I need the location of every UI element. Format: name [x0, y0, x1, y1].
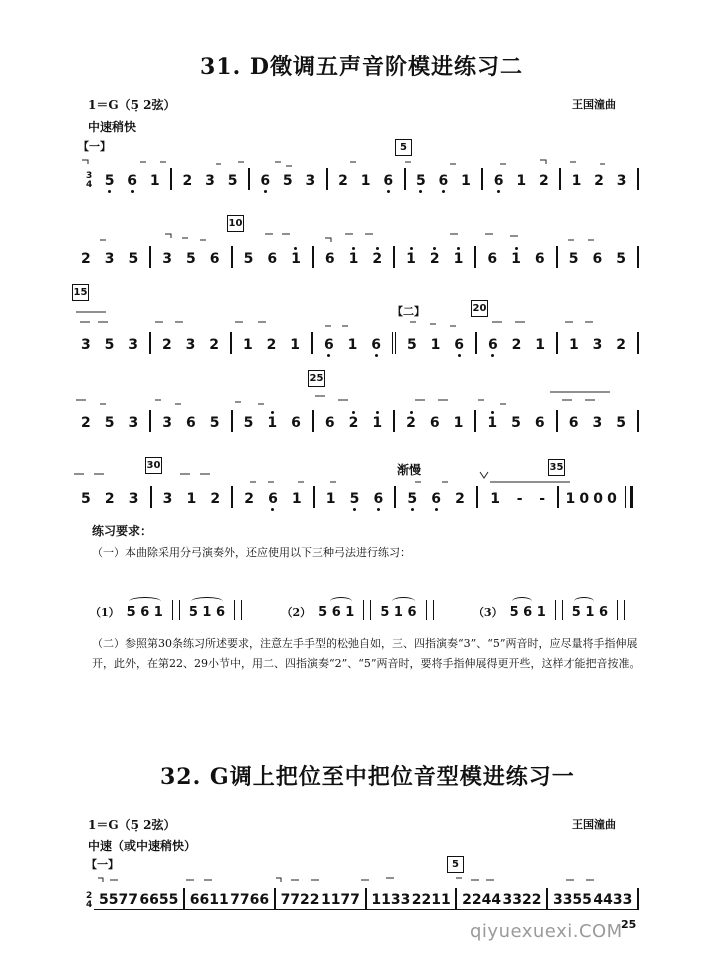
note: 3	[305, 173, 316, 189]
bowing-notes-b	[189, 605, 225, 620]
note: 5	[104, 415, 115, 431]
note: 3	[162, 491, 173, 507]
note: 3	[616, 173, 627, 189]
note-group: 5577	[98, 892, 138, 908]
bowing-notes-text: 5 6 1	[509, 605, 546, 620]
note: 6	[383, 173, 394, 189]
note-group: 7722	[280, 892, 320, 908]
measure	[476, 410, 557, 432]
note: 0	[579, 491, 590, 507]
note: 2	[244, 491, 254, 507]
note: 6	[592, 251, 603, 267]
note: 6	[127, 173, 138, 189]
note: 3	[162, 251, 173, 267]
slur	[330, 597, 352, 606]
key-signature: 1＝G（5̣ 2弦）	[88, 98, 176, 112]
note: 1	[267, 415, 278, 431]
note: 3	[128, 491, 139, 507]
measure	[477, 332, 558, 354]
note: 1	[186, 491, 197, 507]
note-group: 6611	[189, 892, 229, 908]
measure	[328, 168, 406, 190]
note: 6	[186, 415, 196, 431]
bowing-example-3	[473, 600, 630, 620]
note: 1	[325, 491, 336, 507]
bowing-label: （3）	[472, 606, 503, 619]
note-group: 2244	[462, 892, 502, 908]
note: 2	[81, 415, 91, 431]
repeat-barline	[234, 600, 242, 620]
bar-number-25: 25	[308, 370, 325, 387]
measure	[70, 332, 151, 354]
slur	[129, 597, 161, 606]
measure	[70, 486, 152, 508]
bowing-notes-b	[572, 605, 608, 620]
measure	[313, 332, 396, 354]
measure	[367, 888, 458, 910]
staff-row-2	[70, 246, 639, 268]
note: 3	[162, 415, 173, 431]
section-one-marker: 【一】	[78, 140, 111, 153]
measure	[483, 168, 561, 190]
note: 6	[568, 415, 579, 431]
note-group: 3322	[502, 892, 542, 908]
requirement-item-2: （二）参照第30条练习所述要求，注意左手手型的松弛自如，三、四指演奏“3”、“5”两音时，应尽量将手指伸展开，此外，在第22、29小节中，用二、四指演奏“2”、“5”两音时，要将手指伸展得更开些，这样才能把音按准。	[92, 637, 641, 670]
slur	[191, 597, 223, 606]
measure	[250, 168, 328, 190]
measure	[152, 486, 234, 508]
note: 1	[516, 173, 527, 189]
note: 6	[324, 415, 335, 431]
bar-number-20: 20	[471, 300, 488, 317]
bowing-notes-text: 5 1 6	[571, 605, 608, 620]
measure	[396, 332, 477, 354]
note: 3	[104, 251, 115, 267]
repeat-barline	[363, 600, 371, 620]
fingering-marks-ex32	[86, 866, 646, 888]
note: 1	[511, 251, 521, 267]
measure	[395, 246, 476, 268]
requirements-heading: 练习要求：	[92, 524, 153, 538]
note: 5	[406, 337, 417, 353]
note: 1	[453, 251, 464, 267]
measure	[151, 332, 232, 354]
bar-number-5: 5	[395, 139, 412, 156]
note: 2	[406, 415, 416, 431]
composer: 王国潼曲	[572, 98, 616, 111]
bowing-notes-b	[380, 605, 416, 620]
note: 5	[511, 415, 521, 431]
repeat-barline	[555, 600, 563, 620]
section-one-marker-2: 【一】	[86, 858, 119, 871]
bowing-notes-text: 5 6 1	[318, 605, 355, 620]
measure	[70, 246, 151, 268]
section-two-marker: 【二】	[392, 305, 425, 318]
slur	[392, 597, 414, 606]
measure	[185, 888, 276, 910]
note: 2	[511, 337, 522, 353]
note: 3	[128, 337, 139, 353]
note: 6	[371, 337, 382, 353]
tempo-change: 渐慢	[397, 463, 422, 477]
note: 2	[338, 173, 348, 189]
note: 2	[348, 415, 359, 431]
note: 1	[490, 491, 500, 507]
note: 1	[347, 337, 358, 353]
note: -	[539, 491, 546, 507]
note: 5	[104, 337, 115, 353]
note: 6	[260, 173, 271, 189]
measure	[151, 246, 232, 268]
note: 6	[431, 491, 441, 507]
measure	[314, 246, 395, 268]
note-group: 3355	[552, 892, 592, 908]
slur	[512, 597, 532, 606]
bar-number-30: 30	[145, 457, 162, 474]
note: 6	[429, 415, 440, 431]
measure	[233, 486, 315, 508]
note: 2	[210, 491, 221, 507]
note: 1	[487, 415, 498, 431]
measure	[233, 246, 314, 268]
note: 1	[568, 337, 579, 353]
key-signature-2: 1＝G（5̣ 2弦）	[88, 818, 176, 832]
note: 2	[616, 337, 627, 353]
measure	[94, 168, 172, 190]
time-signature-top: 2	[86, 891, 93, 901]
time-signature-top: 3	[86, 171, 93, 181]
note: 1	[291, 251, 301, 267]
exercise-32-title: 32. G调上把位至中把位音型模进练习一	[160, 764, 575, 790]
bowing-notes-a	[127, 605, 163, 620]
measure	[558, 332, 639, 354]
note: 1	[149, 173, 160, 189]
note-group: 1133	[371, 892, 411, 908]
measure	[172, 168, 250, 190]
repeat-barline	[426, 600, 434, 620]
note: 1	[348, 251, 359, 267]
note: 6	[487, 337, 498, 353]
note: 6	[454, 337, 465, 353]
note: 6	[487, 251, 498, 267]
repeat-barline	[172, 600, 180, 620]
requirement-item-1: （一）本曲除采用分弓演奏外，还应使用以下三种弓法进行练习：	[92, 546, 411, 559]
tempo-marking-2: 中速（或中速稍快）	[88, 839, 197, 853]
bowing-label: （1）	[90, 606, 120, 619]
bowing-notes-a	[510, 605, 546, 620]
time-signature-bottom: 4	[86, 900, 93, 910]
note: 2	[594, 173, 604, 189]
note: 2	[104, 491, 115, 507]
bowing-examples	[90, 592, 630, 620]
staff-row-3	[70, 332, 639, 354]
note: 5	[243, 415, 254, 431]
note: 5	[282, 173, 293, 189]
note: 6	[534, 415, 545, 431]
note: 2	[538, 173, 549, 189]
bar-number-10: 10	[227, 215, 244, 232]
composer-2: 王国潼曲	[572, 818, 616, 831]
note: 6	[324, 251, 335, 267]
note-group: 2211	[411, 892, 451, 908]
note: 2	[266, 337, 277, 353]
note: 2	[372, 251, 383, 267]
exercise-31-title: 31. D徵调五声音阶模进练习二	[200, 54, 524, 80]
note: 2	[182, 173, 193, 189]
note: 1	[372, 415, 383, 431]
measure	[276, 888, 367, 910]
note: 1	[291, 491, 302, 507]
time-signature-ex32	[86, 892, 92, 910]
note: 6	[209, 251, 220, 267]
time-signature-bottom: 4	[86, 180, 93, 190]
note: 1	[565, 491, 576, 507]
note: 5	[349, 491, 360, 507]
note: 1	[360, 173, 371, 189]
note: 1	[430, 337, 441, 353]
note: 5	[616, 415, 626, 431]
measure	[548, 888, 639, 910]
note: 2	[161, 337, 172, 353]
bowing-label: （2）	[281, 606, 312, 619]
note: 6	[323, 337, 334, 353]
note: 3	[128, 415, 139, 431]
note: 6	[268, 491, 278, 507]
note: 3	[80, 337, 91, 353]
staff-row-4	[70, 410, 639, 432]
bowing-notes-text: 5 1 6	[380, 605, 417, 620]
note: 5	[209, 415, 220, 431]
measure	[94, 888, 185, 910]
note: 5	[104, 173, 115, 189]
bowing-example-2	[281, 600, 438, 620]
staff-row-1	[86, 168, 639, 190]
note: 1	[242, 337, 253, 353]
note: 5	[243, 251, 254, 267]
note: 5	[616, 251, 626, 267]
measure	[478, 486, 560, 508]
note: 2	[81, 251, 91, 267]
note: 5	[128, 251, 139, 267]
measure	[396, 486, 478, 508]
note: 6	[493, 173, 504, 189]
note: 1	[453, 415, 464, 431]
note-group: 4433	[593, 892, 633, 908]
note: 1	[290, 337, 301, 353]
bar-number-35: 35	[548, 459, 565, 476]
note: 5	[407, 491, 418, 507]
note: 3	[592, 415, 603, 431]
note-group: 6655	[139, 892, 179, 908]
measure	[315, 486, 397, 508]
note: 6	[438, 173, 449, 189]
measure	[558, 410, 639, 432]
note: 3	[205, 173, 215, 189]
note: 3	[592, 337, 603, 353]
note: 0	[593, 491, 603, 507]
measure	[151, 410, 232, 432]
bowing-notes-text: 5 6 1	[126, 605, 163, 620]
time-signature	[86, 172, 92, 190]
note-group: 1177	[320, 892, 360, 908]
measure	[476, 246, 557, 268]
measure	[395, 410, 476, 432]
staff-row-ex32	[86, 888, 639, 910]
note: 3	[185, 337, 196, 353]
note: 5	[568, 251, 579, 267]
note-group: 7766	[230, 892, 270, 908]
staff-row-5	[70, 486, 639, 508]
measure	[457, 888, 548, 910]
site-watermark: qiyuexuexi.COM	[470, 921, 623, 942]
repeat-barline	[617, 600, 625, 620]
note: 1	[535, 337, 546, 353]
slur	[574, 597, 594, 606]
measure	[406, 168, 484, 190]
note: 0	[607, 491, 617, 507]
note: 5	[415, 173, 426, 189]
bowing-notes-text: 5 1 6	[188, 605, 226, 620]
note: 6	[267, 251, 278, 267]
page-number: 25	[621, 918, 637, 931]
note: 2	[429, 251, 440, 267]
note: 2	[455, 491, 465, 507]
bowing-notes-a	[318, 605, 354, 620]
note: 1	[461, 173, 471, 189]
measure	[70, 410, 151, 432]
bar-number-15: 15	[72, 284, 89, 301]
measure	[232, 332, 313, 354]
measure	[314, 410, 395, 432]
tempo-marking: 中速稍快	[88, 120, 137, 134]
note: 5	[186, 251, 196, 267]
note: 6	[373, 491, 384, 507]
note: 6	[291, 415, 301, 431]
measure	[561, 168, 639, 190]
note: 2	[209, 337, 220, 353]
measure	[558, 246, 639, 268]
note: 1	[571, 173, 582, 189]
bar-number-5-ex32: 5	[447, 856, 464, 873]
measure	[233, 410, 314, 432]
note: 6	[534, 251, 545, 267]
bowing-example-1	[90, 600, 247, 620]
final-barline	[625, 486, 633, 508]
measure-final	[559, 486, 639, 508]
note: 5	[81, 491, 91, 507]
note: 5	[227, 173, 238, 189]
note: -	[516, 491, 523, 507]
note: 1	[406, 251, 416, 267]
